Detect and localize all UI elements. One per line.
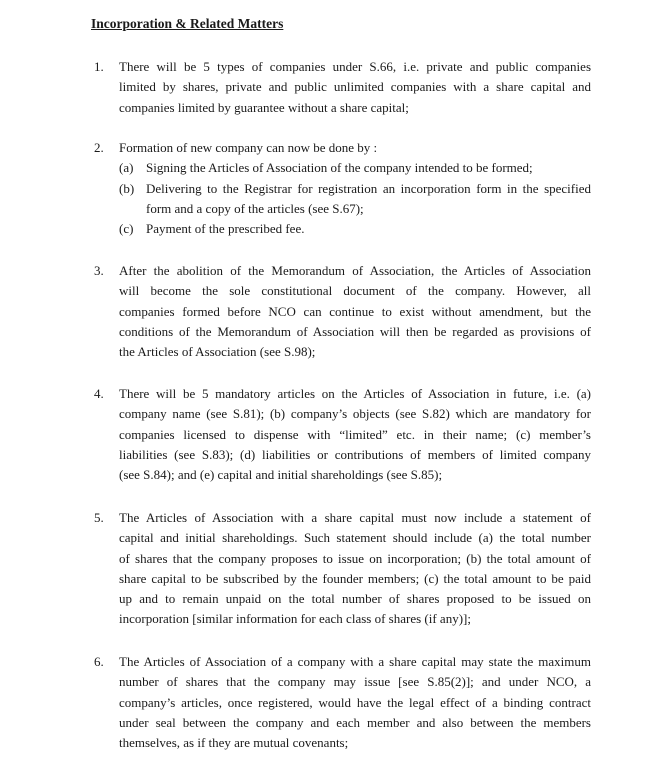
text-line: Formation of new company can now be done by :: [119, 140, 378, 155]
text-line: conditions of the Memorandum of Association will then be regarded as provisions of: [119, 323, 591, 339]
text-line: will become the sole constitutional document of the company. However, all: [119, 283, 591, 299]
item-text: [119, 384, 591, 485]
item-number: 2.: [94, 140, 104, 155]
text-line: under seal between the company and each member and also between the members: [119, 714, 591, 730]
text-line: Payment of the prescribed fee.: [146, 221, 305, 237]
text-line: the Articles of Association (see S.98);: [119, 344, 316, 360]
item-text: [119, 652, 591, 753]
item-text: [119, 57, 591, 118]
text-line: After the abolition of the Memorandum of Association, the Articles of Association: [119, 263, 591, 278]
item-number: 5.: [94, 510, 104, 525]
sub-item-text: [146, 219, 591, 239]
item-number: 3.: [94, 263, 104, 278]
text-line: capital and initial shareholdings. Such statement should include (a) the total number: [119, 530, 591, 546]
text-line: Signing the Articles of Association of the company intended to be formed;: [146, 160, 533, 176]
sub-item-label: (b): [119, 180, 135, 196]
item-text: [119, 138, 591, 158]
text-line: companies formed before NCO can continue to exist without amendment, but the: [119, 303, 591, 319]
item-number: 4.: [94, 386, 104, 401]
text-line: company’s articles, once registered, would have the legal effect of a binding contract: [119, 694, 591, 710]
text-line: There will be 5 types of companies under S.66, i.e. private and public companies: [119, 59, 591, 74]
text-line: There will be 5 mandatory articles on the Articles of Association in future, i.e. (a): [119, 386, 591, 401]
text-line: Delivering to the Registrar for registration an incorporation form in the specified: [146, 180, 591, 196]
sub-item-label: (a): [119, 160, 134, 176]
text-line: form and a copy of the articles (see S.67);: [146, 200, 364, 216]
text-line: of shares that the company proposes to issue on incorporation; (b) the total amount of: [119, 550, 591, 566]
sub-item-text: [146, 179, 591, 220]
text-line: share capital to be subscribed by the founder members; (c) the total amount to be paid: [119, 570, 591, 586]
text-line: companies limited by guarantee without a share capital;: [119, 99, 409, 115]
document-title: Incorporation & Related Matters: [91, 16, 284, 31]
text-line: number of shares that the company may issue [see S.85(2)]; and under NCO, a: [119, 674, 591, 690]
sub-item-text: [146, 158, 591, 178]
text-line: The Articles of Association with a share capital must now include a statement of: [119, 510, 591, 525]
text-line: limited by shares, private and public unlimited companies with a share capital and: [119, 79, 591, 95]
item-number: 1.: [94, 59, 104, 74]
text-line: (see S.84); and (e) capital and initial shareholdings (see S.85);: [119, 467, 443, 483]
text-line: companies licensed to dispense with “limited” etc. in their name; (c) member’s: [119, 426, 591, 442]
text-line: The Articles of Association of a company with a share capital may state the maximum: [119, 654, 591, 669]
text-line: themselves, as if they are mutual covenants;: [119, 735, 349, 751]
sub-item-label: (c): [119, 221, 134, 237]
item-text: [119, 261, 591, 362]
item-text: [119, 508, 591, 630]
text-line: up and to remain unpaid on the total number of shares proposed to be issued on: [119, 591, 591, 607]
text-line: liabilities (see S.83); (d) liabilities or contributions of members of limited company: [119, 446, 591, 462]
item-number: 6.: [94, 654, 104, 669]
text-line: incorporation [similar information for each class of shares (if any)];: [119, 611, 471, 627]
text-line: company name (see S.81); (b) company’s objects (see S.82) which are mandatory for: [119, 406, 591, 422]
